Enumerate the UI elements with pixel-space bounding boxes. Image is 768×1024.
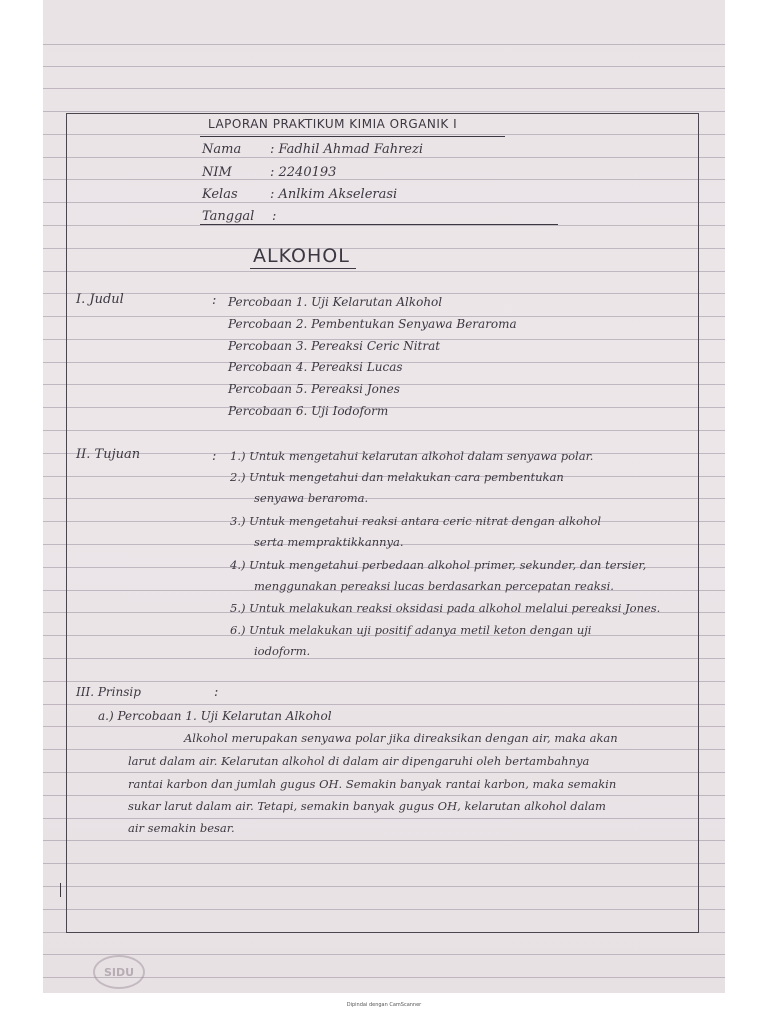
tujuan-colon: :	[212, 449, 217, 464]
judul-colon: :	[212, 293, 217, 308]
judul-item: Percobaan 6. Uji Iodoform	[228, 404, 389, 418]
tujuan-line: 3.) Untuk mengetahui reaksi antara ceric nitrat dengan alkohol	[230, 514, 602, 528]
nama-value: : Fadhil Ahmad Fahrezi	[270, 142, 424, 157]
tujuan-line: serta mempraktikkannya.	[254, 535, 404, 549]
nim-value: : 2240193	[270, 165, 337, 180]
prinsip-line: Alkohol merupakan senyawa polar jika direaksikan dengan air, maka akan	[184, 731, 618, 745]
tujuan-line: menggunakan pereaksi lucas berdasarkan percepatan reaksi.	[254, 579, 614, 593]
scanner-footer: Dipindai dengan CamScanner	[346, 1002, 422, 1008]
header-underline	[200, 224, 558, 225]
prinsip-label: III. Prinsip	[76, 685, 141, 699]
tujuan-line: senyawa beraroma.	[254, 491, 369, 505]
judul-item: Percobaan 3. Pereaksi Ceric Nitrat	[228, 339, 441, 353]
notebook-brand-stamp: SIDU	[93, 955, 145, 989]
report-title: LAPORAN PRAKTIKUM KIMIA ORGANIK I	[208, 117, 458, 131]
prinsip-line: rantai karbon dan jumlah gugus OH. Semakin banyak rantai karbon, maka semakin	[128, 777, 617, 791]
judul-label: I. Judul	[76, 292, 124, 307]
judul-item: Percobaan 2. Pembentukan Senyawa Beraroma	[228, 317, 517, 331]
tanggal-value: :	[272, 209, 277, 224]
tujuan-line: 5.) Untuk melakukan reaksi oksidasi pada alkohol melalui pereaksi Jones.	[230, 601, 661, 615]
kelas-value: : Anlkim Akselerasi	[270, 187, 398, 202]
tujuan-label: II. Tujuan	[76, 447, 141, 462]
nim-label: NIM	[202, 165, 232, 180]
prinsip-line: air semakin besar.	[128, 821, 235, 835]
tujuan-line: 1.) Untuk mengetahui kelarutan alkohol dalam senyawa polar.	[230, 449, 594, 463]
tujuan-line: 2.) Untuk mengetahui dan melakukan cara pembentukan	[230, 470, 564, 484]
margin-mark	[60, 883, 61, 897]
tujuan-line: 6.) Untuk melakukan uji positif adanya metil keton dengan uji	[230, 623, 592, 637]
kelas-label: Kelas	[202, 187, 238, 202]
prinsip-line: larut dalam air. Kelarutan alkohol di dalam air dipengaruhi oleh bertambahnya	[128, 754, 590, 768]
nama-label: Nama	[202, 142, 242, 157]
tujuan-line: 4.) Untuk mengetahui perbedaan alkohol primer, sekunder, dan tersier,	[230, 558, 647, 572]
main-title: ALKOHOL	[253, 245, 350, 267]
prinsip-colon: :	[214, 685, 219, 700]
tujuan-line: iodoform.	[254, 644, 311, 658]
judul-item: Percobaan 1. Uji Kelarutan Alkohol	[228, 295, 443, 309]
title-underline	[200, 136, 505, 137]
prinsip-line: sukar larut dalam air. Tetapi, semakin banyak gugus OH, kelarutan alkohol dalam	[128, 799, 606, 813]
main-title-underline	[250, 268, 356, 269]
tanggal-label: Tanggal	[202, 209, 255, 224]
prinsip-subheading: a.) Percobaan 1. Uji Kelarutan Alkohol	[98, 709, 332, 723]
judul-item: Percobaan 5. Pereaksi Jones	[228, 382, 400, 396]
judul-item: Percobaan 4. Pereaksi Lucas	[228, 360, 403, 374]
